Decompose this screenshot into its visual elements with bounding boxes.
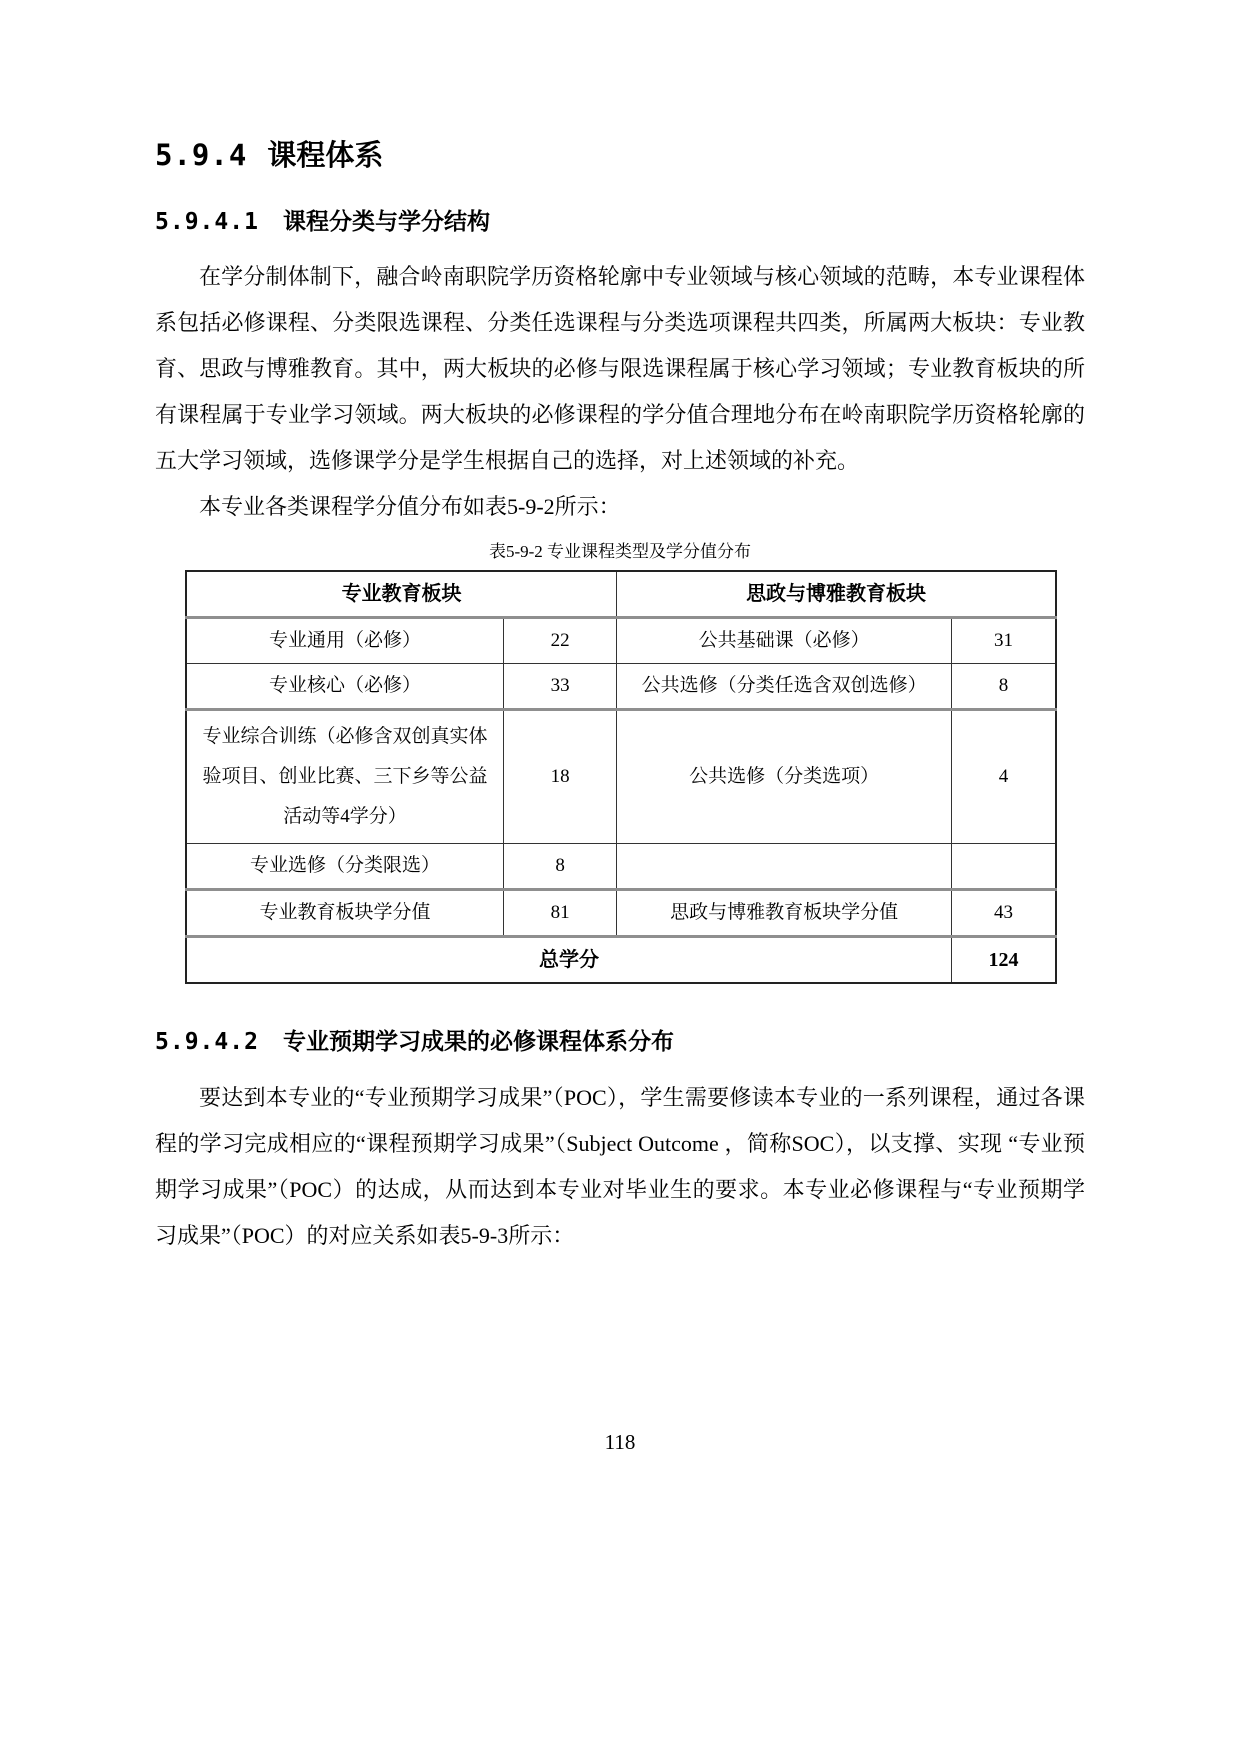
table-row bbox=[186, 664, 1056, 710]
section-number: 5.9.4 bbox=[155, 138, 248, 172]
subsection-2-title: 专业预期学习成果的必修课程体系分布 bbox=[282, 1028, 674, 1055]
page-number: 118 bbox=[604, 1430, 636, 1454]
table-row bbox=[186, 710, 1056, 844]
course-type-cell: 公共选修（分类选项） bbox=[617, 710, 952, 844]
body-paragraph-1: 在学分制体制下，融合岭南职院学历资格轮廓中专业领域与核心领域的范畴，本专业课程体系包括必修课程、分类限选课程、分类任选课程与分类选项课程共四类，所属两大板块：专业教育、思政与博雅教育。其中，两大板块的必修与限选课程属于核心学习领域；专业教育板块的所有课程属于专业学习领域。两大板块的必修课程的学分值合理地分布在岭南职院学历资格轮廓的五大学习领域，选修课学分是学生根据自己的选择，对上述领域的补充。 bbox=[155, 264, 1085, 474]
table-total-row bbox=[186, 937, 1056, 984]
table-caption: 表5-9-2 专业课程类型及学分值分布 bbox=[488, 542, 752, 562]
credit-value-cell: 8 bbox=[504, 844, 617, 890]
subsection-1-title: 课程分类与学分结构 bbox=[282, 207, 490, 234]
credit-distribution-table bbox=[185, 570, 1057, 984]
credit-value-cell: 33 bbox=[504, 664, 617, 710]
credit-value-cell: 43 bbox=[952, 890, 1056, 937]
credit-value-cell bbox=[952, 844, 1056, 890]
table-row bbox=[186, 618, 1056, 664]
course-type-cell: 公共基础课（必修） bbox=[617, 618, 952, 664]
course-type-cell: 专业教育板块学分值 bbox=[186, 890, 504, 937]
header-cell-ideological-block: 思政与博雅教育板块 bbox=[617, 571, 1056, 618]
total-value-cell: 124 bbox=[952, 937, 1056, 984]
subsection-2-number: 5.9.4.2 bbox=[155, 1029, 259, 1056]
course-type-cell: 思政与博雅教育板块学分值 bbox=[617, 890, 952, 937]
subsection-heading-1 bbox=[155, 208, 1085, 237]
course-type-cell: 专业通用（必修） bbox=[186, 618, 504, 664]
credit-value-cell: 4 bbox=[952, 710, 1056, 844]
credit-value-cell: 8 bbox=[952, 664, 1056, 710]
total-label-cell: 总学分 bbox=[186, 937, 952, 984]
body-paragraph-3: 要达到本专业的“专业预期学习成果”（POC），学生需要修读本专业的一系列课程，通过各课程的学习完成相应的“课程预期学习成果”（Subject Outcome ，简称SOC），以支撑、实现 “专业预期学习成果”（POC）的达成，从而达到本专业对毕业生的要求。本专业必修课程与“专业预期学习成果”（POC）的对应关系如表5-9-3所示： bbox=[155, 1084, 1085, 1248]
table-row bbox=[186, 890, 1056, 937]
credit-value-cell: 18 bbox=[504, 710, 617, 844]
course-type-cell: 专业综合训练（必修含双创真实体验项目、创业比赛、三下乡等公益活动等4学分） bbox=[186, 710, 504, 844]
subsection-1-number: 5.9.4.1 bbox=[155, 208, 259, 235]
table-header-row bbox=[186, 571, 1056, 618]
section-title: 课程体系 bbox=[267, 140, 384, 172]
subsection-heading-2 bbox=[155, 1028, 1085, 1057]
section-heading bbox=[155, 138, 1085, 174]
course-type-cell: 专业选修（分类限选） bbox=[186, 844, 504, 890]
credit-value-cell: 22 bbox=[504, 618, 617, 664]
course-type-cell: 专业核心（必修） bbox=[186, 664, 504, 710]
credit-value-cell: 81 bbox=[504, 890, 617, 937]
course-type-cell: 公共选修（分类任选含双创选修） bbox=[617, 664, 952, 710]
body-paragraph-2: 本专业各类课程学分值分布如表5-9-2所示： bbox=[199, 494, 621, 520]
course-type-cell bbox=[617, 844, 952, 890]
table-row bbox=[186, 844, 1056, 890]
credit-value-cell: 31 bbox=[952, 618, 1056, 664]
header-cell-professional-block: 专业教育板块 bbox=[186, 571, 617, 618]
